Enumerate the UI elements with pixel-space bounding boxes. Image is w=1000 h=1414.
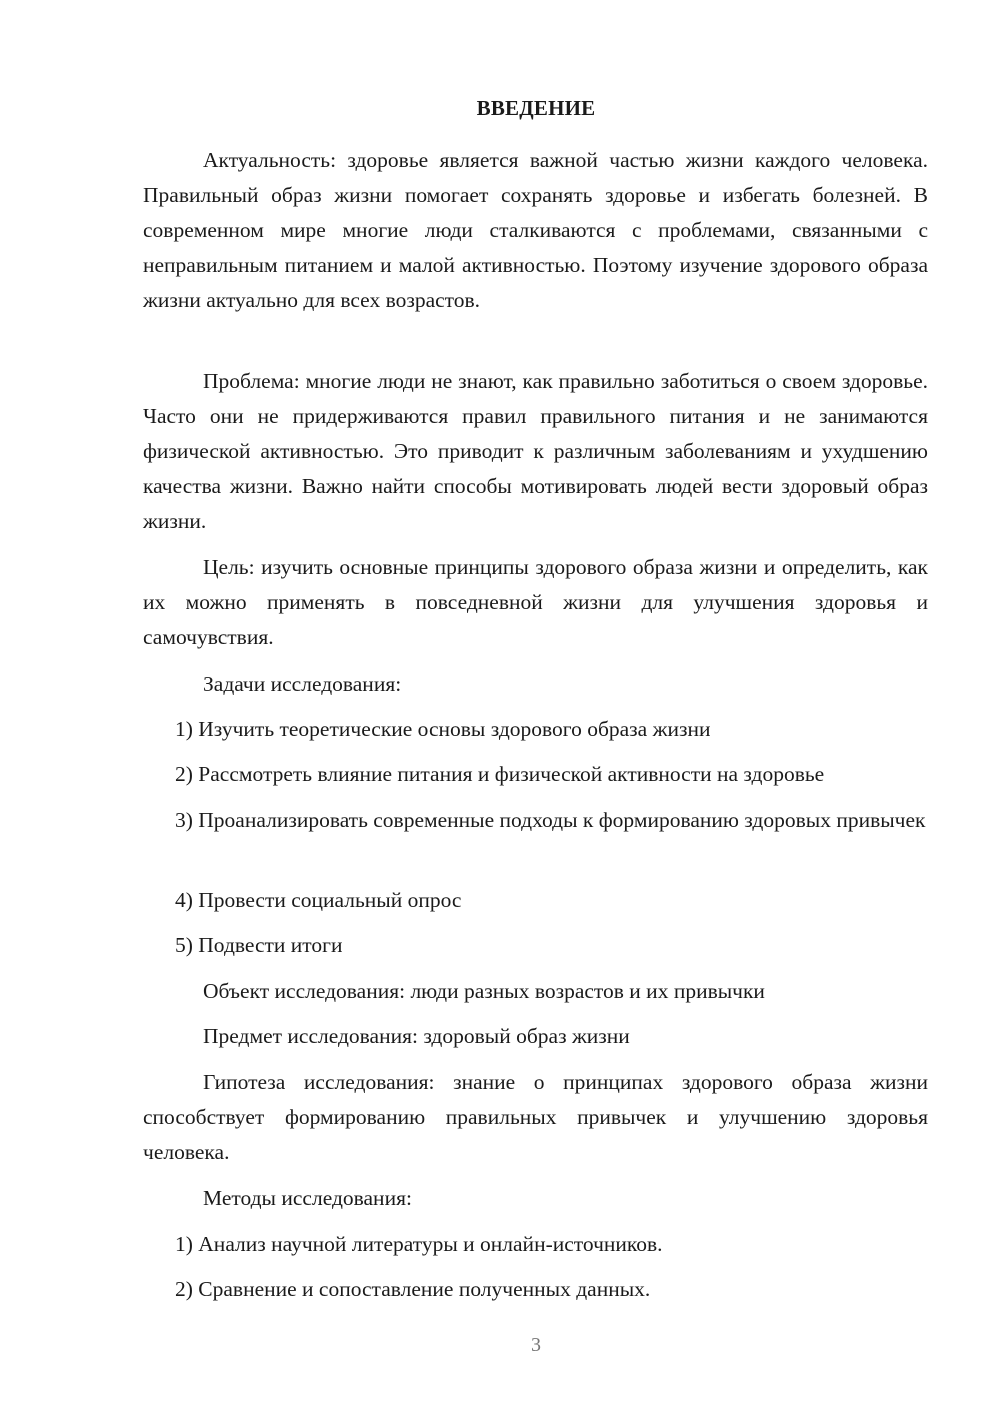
task-item: 1) Изучить теоретические основы здорового образа жизни: [175, 717, 711, 741]
method-item: 2) Сравнение и сопоставление полученных данных.: [175, 1277, 651, 1301]
page-number: 3: [531, 1334, 541, 1356]
object-paragraph: Объект исследования: люди разных возрастов и их привычки: [203, 979, 765, 1003]
method-item: 1) Анализ научной литературы и онлайн-источников.: [175, 1232, 663, 1256]
task-item: 5) Подвести итоги: [175, 933, 343, 957]
relevance-paragraph: Актуальность: здоровье является важной частью жизни каждого человека. Правильный образ жизни помогает сохранять здоровье и избегать болезней. В современном мире многие люди сталкиваются с проблемами, связанными с неправильным питанием и малой активностью. Поэтому изучение здорового образа жизни актуально для всех возрастов.: [143, 148, 928, 312]
task-item: 2) Рассмотреть влияние питания и физической активности на здоровье: [175, 762, 825, 786]
methods-title: Методы исследования:: [203, 1186, 412, 1210]
section-heading: ВВЕДЕНИЕ: [476, 96, 596, 120]
task-item: 4) Провести социальный опрос: [175, 888, 462, 912]
subject-paragraph: Предмет исследования: здоровый образ жизни: [203, 1024, 630, 1048]
goal-paragraph: Цель: изучить основные принципы здорового образа жизни и определить, как их можно применять в повседневной жизни для улучшения здоровья и самочувствия.: [143, 555, 928, 649]
tasks-title: Задачи исследования:: [203, 672, 402, 696]
task-item: 3) Проанализировать современные подходы к формированию здоровых привычек: [175, 808, 926, 832]
hypothesis-paragraph: Гипотеза исследования: знание о принципах здорового образа жизни способствует формированию правильных привычек и улучшению здоровья человека.: [143, 1070, 928, 1164]
problem-paragraph: Проблема: многие люди не знают, как правильно заботиться о своем здоровье. Часто они не придерживаются правил правильного питания и не занимаются физической активностью. Это приводит к различным заболеваниям и ухудшению качества жизни. Важно найти способы мотивировать людей вести здоровый образ жизни.: [143, 369, 928, 533]
